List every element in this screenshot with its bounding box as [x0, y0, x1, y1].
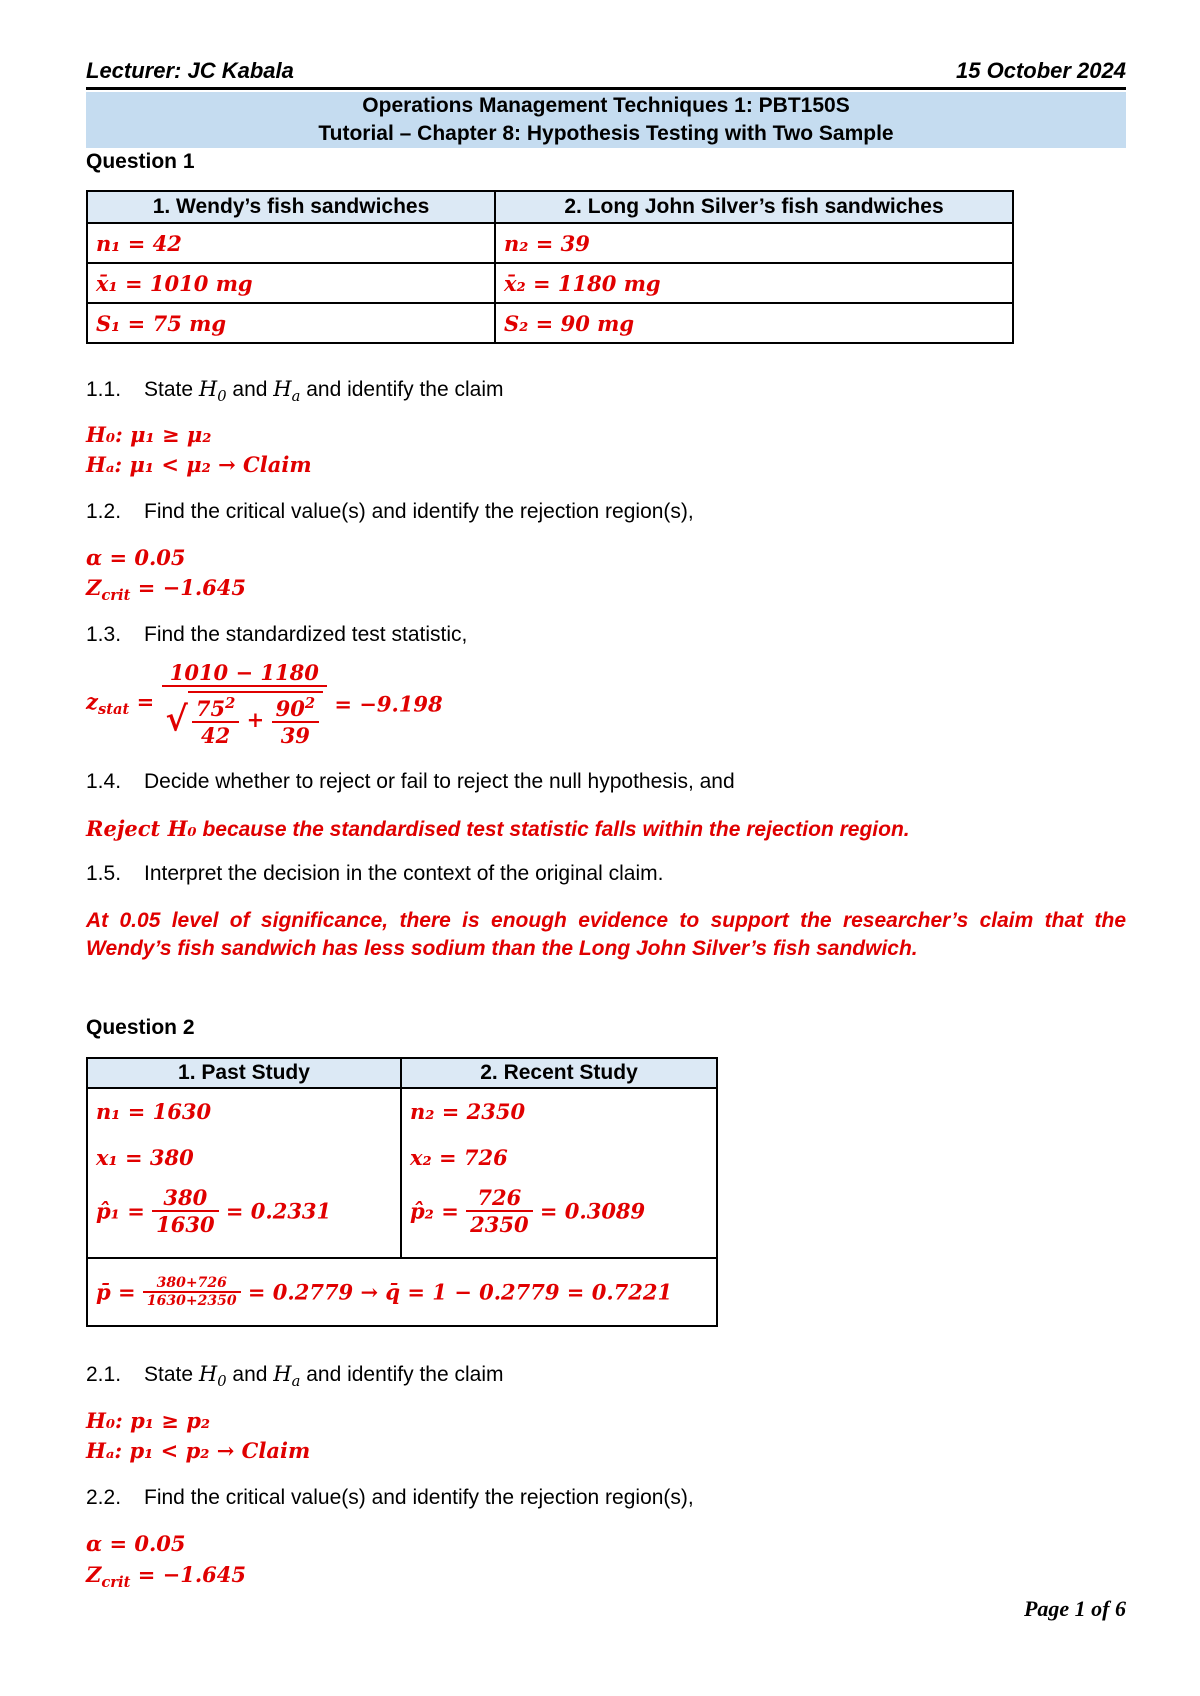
title-banner [86, 92, 1126, 148]
step-text: Find the critical value(s) and identify the rejection region(s), [144, 1486, 694, 1509]
q1-cell: x̄₂ = 1180 mg [495, 263, 1013, 303]
q2-col-header-1: 1. Past Study [87, 1058, 401, 1088]
document-date: 15 October 2024 [956, 58, 1126, 83]
q1-step-1 [86, 377, 503, 405]
q2-past-cell [87, 1088, 401, 1258]
step-text: and identify the claim [300, 1363, 504, 1386]
h0-symbol: $H_0$ [198, 1362, 227, 1391]
q2-x1: x₁ = 380 [96, 1145, 194, 1170]
q2-n2: n₂ = 2350 [410, 1099, 526, 1124]
step-text: and [226, 1363, 274, 1386]
q1-col-header-2: 2. Long John Silver’s fish sandwiches [495, 191, 1013, 223]
q1-data-table [86, 190, 1014, 344]
h0-symbol: $H_0$ [198, 377, 227, 406]
q1-step-2 [86, 500, 694, 524]
q1-zcrit: $Z_{crit} = -1.645$ [86, 575, 246, 605]
q1-decision: Reject H₀ because the standardised test statistic falls within the rejection region. [86, 816, 910, 841]
q2-pooled-cell: p̄ = $\frac{380+726}{1630+2350}$ = 0.2779 → q̄ = 1 − 0.2779 = 0.7221 [87, 1258, 717, 1326]
course-title: Operations Management Techniques 1: PBT150S [362, 94, 850, 117]
q1-zstat-formula: $z_{stat}$ = 1010 − 1180 √ $\frac{75^2}{42}$ + $\frac{90^2}{39}$ = −9.198 [86, 660, 443, 748]
ha-symbol: $H_a$ [273, 377, 301, 406]
lecturer-name: Lecturer: JC Kabala [86, 58, 294, 83]
step-number: 1.1. [86, 378, 122, 401]
step-number: 2.2. [86, 1486, 122, 1509]
zstat-fraction: 1010 − 1180 √ $\frac{75^2}{42}$ + $\frac{90^2}{39}$ [162, 660, 328, 748]
q2-alpha: α = 0.05 [86, 1531, 186, 1556]
q1-cell: n₂ = 39 [495, 223, 1013, 263]
q1-h0: H₀: μ₁ ≥ μ₂ [86, 422, 212, 447]
step-number: 2.1. [86, 1363, 122, 1386]
q2-p2: p̂₂ = $\frac{726}{2350}$ = 0.3089 [410, 1185, 646, 1237]
step-text: Find the standardized test statistic, [144, 623, 468, 646]
step-text: and identify the claim [300, 378, 504, 401]
ha-symbol: $H_a$ [273, 1362, 301, 1391]
page-header [86, 58, 1126, 90]
step-number: 1.5. [86, 862, 122, 885]
q1-ha: Hₐ: μ₁ < μ₂ → Claim [86, 452, 312, 477]
q2-data-table [86, 1057, 718, 1327]
q1-cell: x̄₁ = 1010 mg [87, 263, 495, 303]
q1-cell: S₂ = 90 mg [495, 303, 1013, 343]
step-number: 1.2. [86, 500, 122, 523]
q2-ha: Hₐ: p₁ < p₂ → Claim [86, 1438, 311, 1463]
q1-interpretation: At 0.05 level of significance, there is enough evidence to support the researcher’s claim that the Wendy’s fish sandwich has less sodium than the Long John Silver’s fish sandwich. [86, 909, 1126, 960]
q2-col-header-2: 2. Recent Study [401, 1058, 717, 1088]
page-number: Page 1 of 6 [1023, 1596, 1126, 1621]
step-text: Decide whether to reject or fail to reject the null hypothesis, and [144, 770, 735, 793]
header-rule [86, 87, 1126, 90]
q2-p1: p̂₁ = $\frac{380}{1630}$ = 0.2331 [96, 1185, 332, 1237]
question-2-heading: Question 2 [86, 1016, 195, 1039]
step-text: State [144, 378, 199, 401]
q2-x2: x₂ = 726 [410, 1145, 508, 1170]
step-number: 1.3. [86, 623, 122, 646]
q1-col-header-1: 1. Wendy’s fish sandwiches [87, 191, 495, 223]
q2-step-2 [86, 1486, 694, 1510]
q2-n1: n₁ = 1630 [96, 1099, 212, 1124]
q2-recent-cell [401, 1088, 717, 1258]
q2-step-1 [86, 1362, 503, 1390]
q1-step-5 [86, 862, 663, 886]
q1-step-4 [86, 770, 735, 794]
q2-h0: H₀: p₁ ≥ p₂ [86, 1408, 211, 1433]
q1-cell: S₁ = 75 mg [87, 303, 495, 343]
step-text: Interpret the decision in the context of the original claim. [144, 862, 664, 885]
step-number: 1.4. [86, 770, 122, 793]
step-text: Find the critical value(s) and identify the rejection region(s), [144, 500, 694, 523]
step-text: State [144, 1363, 199, 1386]
q2-zcrit: $Z_{crit} = -1.645$ [86, 1562, 246, 1592]
q1-alpha: α = 0.05 [86, 545, 186, 570]
tutorial-title: Tutorial – Chapter 8: Hypothesis Testing with Two Sample [318, 122, 894, 145]
question-1-heading: Question 1 [86, 150, 195, 173]
step-text: and [226, 378, 274, 401]
q1-cell: n₁ = 42 [87, 223, 495, 263]
q1-step-3 [86, 623, 467, 647]
